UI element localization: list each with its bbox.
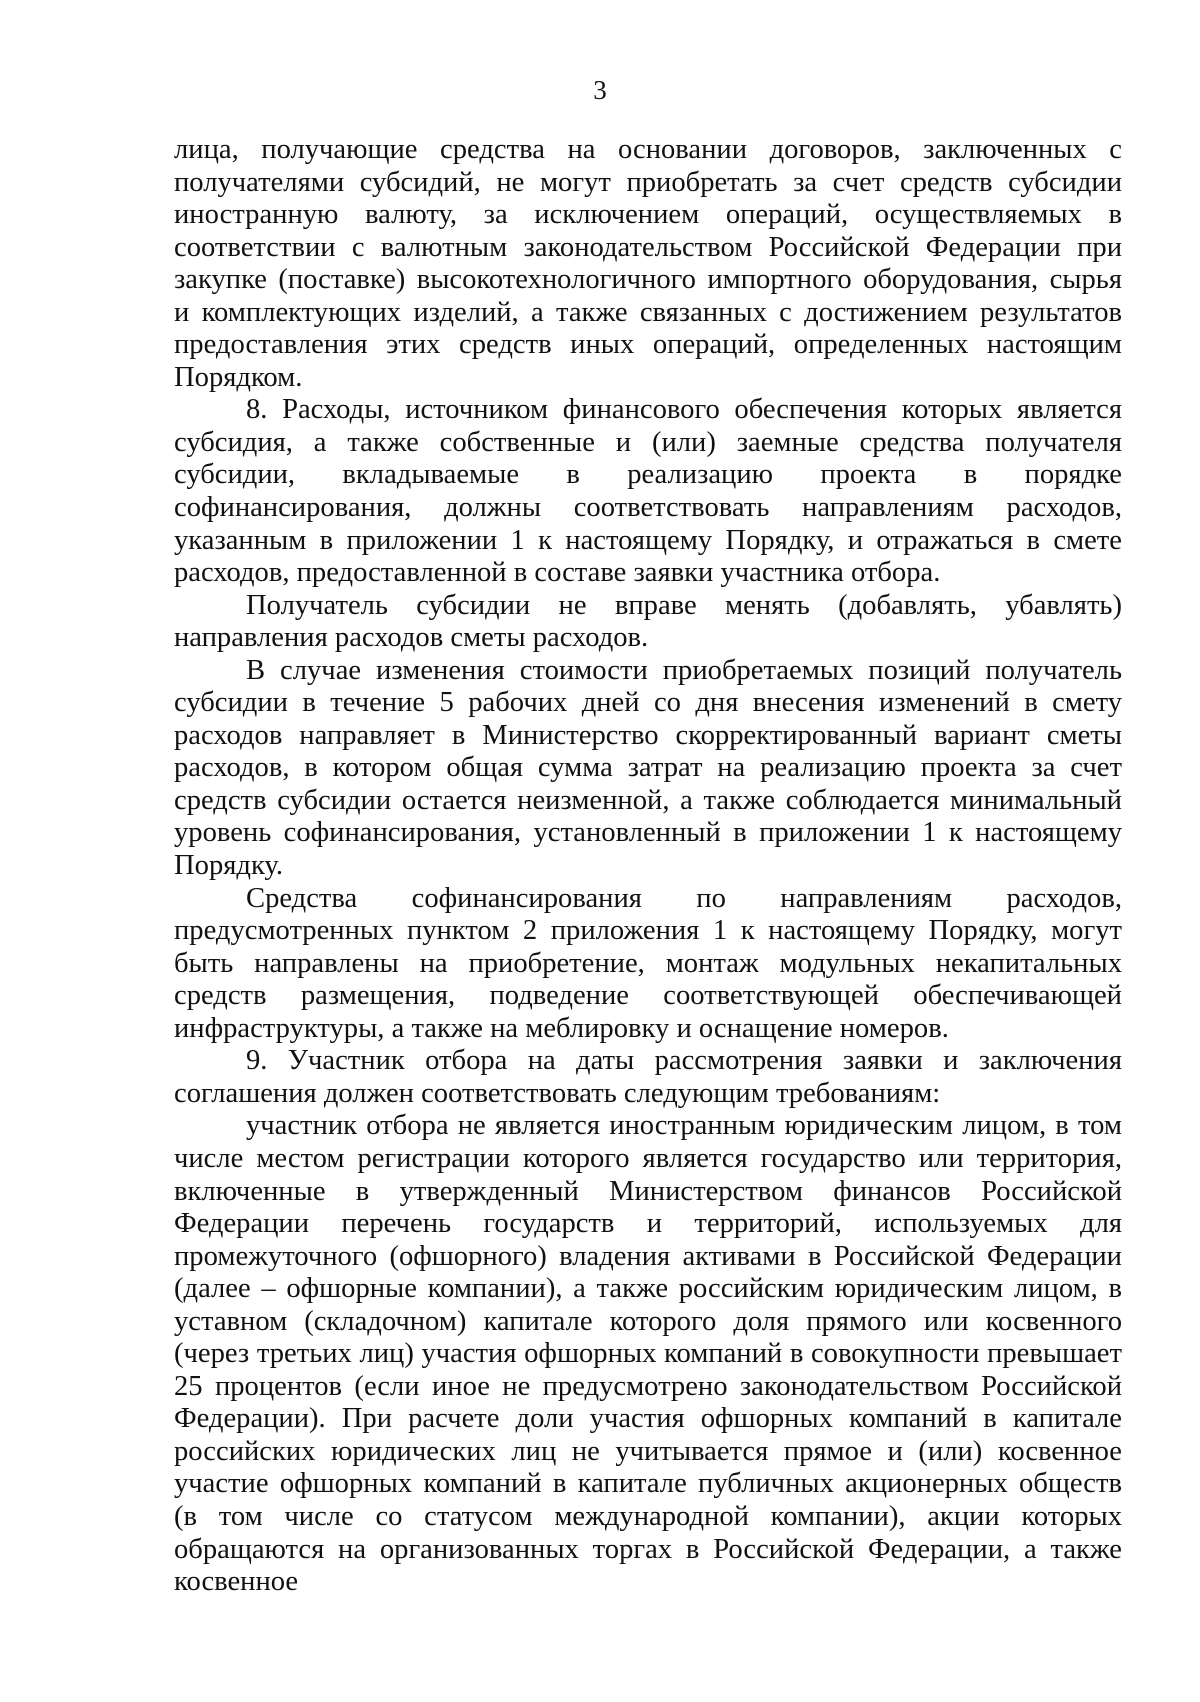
document-body [174,134,1122,1599]
paragraph-cofinancing-funds: Средства софинансирования по направлениям расходов, предусмотренных пунктом 2 приложения 1 к настоящему Порядку, могут быть направлены на приобретение, монтаж модульных некапитальных средств размещения, подведение соответствующей обеспечивающей инфраструктуры, а также на меблировку и оснащение номеров. [174,882,1122,1044]
paragraph-continuation: лица, получающие средства на основании договоров, заключенных с получателями субсидий, не могут приобретать за счет средств субсидии иностранную валюту, за исключением операций, осуществляемых в соответствии с валютным законодательством Российской Федерации при закупке (поставке) высокотехнологичного импортного оборудования, сырья и комплектующих изделий, а также связанных с достижением результатов предоставления этих средств иных операций, определенных настоящим Порядком. [174,134,1122,393]
page-number: 3 [593,75,607,105]
paragraph-recipient-restriction: Получатель субсидии не вправе менять (добавлять, убавлять) направления расходов сметы расходов. [174,589,1122,654]
paragraph-cost-change: В случае изменения стоимости приобретаемых позиций получатель субсидии в течение 5 рабочих дней со дня внесения изменений в смету расходов направляет в Министерство скорректированный вариант сметы расходов, в котором общая сумма затрат на реализацию проекта за счет средств субсидии остается неизменной, а также соблюдается минимальный уровень софинансирования, установленный в приложении 1 к настоящему Порядку. [174,654,1122,882]
paragraph-item-9: 9. Участник отбора на даты рассмотрения заявки и заключения соглашения должен соответствовать следующим требованиям: [174,1045,1122,1109]
paragraph-item-8: 8. Расходы, источником финансового обеспечения которых является субсидия, а также собственные и (или) заемные средства получателя субсидии, вкладываемые в реализацию проекта в порядке софинансирования, должны соответствовать направлениям расходов, указанным в приложении 1 к настоящему Порядку, и отражаться в смете расходов, предоставленной в составе заявки участника отбора. [174,394,1122,589]
paragraph-foreign-entity-requirement: участник отбора не является иностранным юридическим лицом, в том числе местом регистрации которого является государство или территория, включенные в утвержденный Министерством финансов Российской Федерации перечень государств и территорий, используемых для промежуточного (офшорного) владения активами в Российской Федерации (далее – офшорные компании), а также российским юридическим лицом, в уставном (складочном) капитале которого доля прямого или косвенного (через третьих лиц) участия офшорных компаний в совокупности превышает 25 процентов (если иное не предусмотрено законодательством Российской Федерации). При расчете доли участия офшорных компаний в капитале российских юридических лиц не учитывается прямое и (или) косвенное участие офшорных компаний в капитале публичных акционерных обществ (в том числе со статусом международной компании), акции которых обращаются на организованных торгах в Российской Федерации, а также косвенное [174,1110,1122,1598]
